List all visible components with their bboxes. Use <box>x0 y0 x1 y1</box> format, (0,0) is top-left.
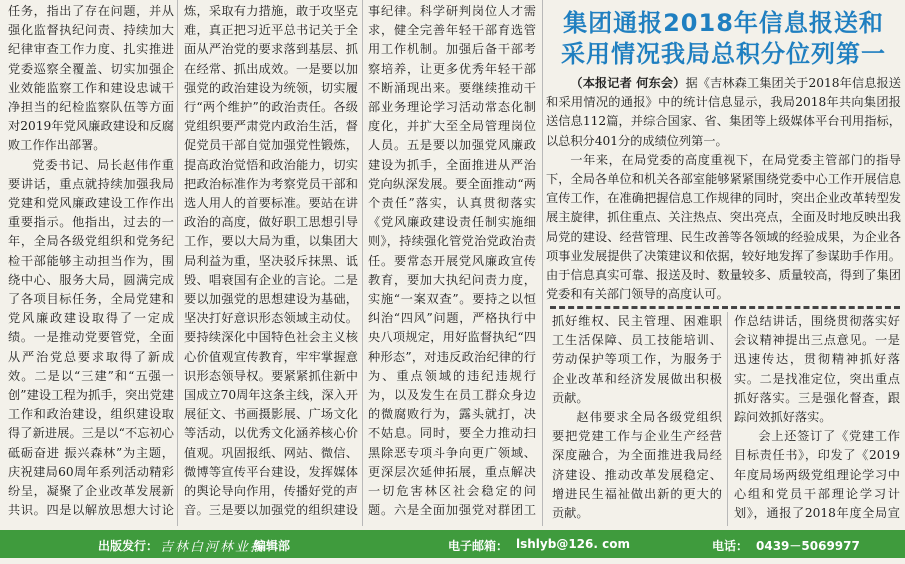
column-divider <box>362 0 363 526</box>
body-column-3 <box>368 2 536 520</box>
column-divider <box>177 0 178 526</box>
news-article <box>546 0 901 302</box>
phone-label: 电话： <box>712 539 749 553</box>
column-divider <box>542 0 543 526</box>
article-paragraph: 一年来，在局党委的高度重视下，在局党委主管部门的指导下，全局各单位和机关各部室能够紧紧围绕党委中心工作开展信息宣传工作，在准确把握信息工作规律的同时，突出企业改革转型发展主旋律，抓住重点、关注热点、突出亮点，全面及时地反映出我局党的建设、经营管理、民生改善等各领域的经验成果，为企业各项事业发展提供了决策建议和依据，较好地发挥了参谋助手作用。由于信息真实可靠、报送及时、数量较多、质量较高，得到了集团党委和有关部门领导的高度认可。 <box>546 152 901 302</box>
editorial-label: 编辑部 <box>254 539 291 553</box>
phone-value: 0439－5069977 <box>756 539 860 553</box>
paragraph: 党委书记、局长赵伟作重要讲话，重点就持续加强我局党建和党风廉政建设工作作出重要指示。他指出，过去的一年，全局各级党组织和党务纪检干部能够主动担当作为，围绕中心、服务大局，圆满完成了各项目标任务，全局党建和党风廉政建设取得了一定成绩。一是推动党要管党，全面从严治党总要求取得了新成效。二是以“三建”和“五强一创”建设工程为抓手，突出党建工作和政治建设，组织建设取得了新进展。三是以“不忘初心 砥砺奋进 振兴森林”为主题，庆祝建局60周年系列活动精彩纷呈，凝聚了企业改革发展新共识。四是以解放思想大讨论 <box>8 157 174 518</box>
paragraph: 事纪律。科学研判岗位人才需求，健全完善年轻干部育选管用工作机制。加强后备干部考察培养，让更多优秀年轻干部不断涌现出来。要继续推动干部业务理论学习活动常态化制度化，并扩大至全局管理岗位人员。五是要以加强党风廉政建设为抓手，全面推进从严治党向纵深发展。要全面推动“两个责任”落实，认真贯彻落实《党风廉政建设责任制实施细则》，持续强化管党治党政治责任。要常态开展党风廉政宣传教育，要加大执纪问责力度，实施“一案双查”。要持之以恒纠治“四风”问题，严格执行中央八项规定，用好监督执纪“四种形态”，对违反政治纪律的行为、重点领域的违纪违规行为，以及发生在员工群众身边的微腐败行为，露头就打，决不姑息。同时，要全力推动扫黑除恶专项斗争向更广领域、更深层次延伸拓展，重点解决一切危害林区社会稳定的问题。六是全面加强党对群团工 <box>368 4 536 518</box>
headline-line-1: 集团通报2018年信息报送和 <box>563 9 884 37</box>
section-divider <box>550 306 900 309</box>
email-label: 电子邮箱： <box>448 539 509 553</box>
body-column-1 <box>8 2 174 520</box>
article-lead <box>546 74 901 151</box>
article-headline <box>546 8 901 70</box>
body-column-2 <box>184 2 358 520</box>
body-column-4 <box>552 312 722 522</box>
lead-text: 据《吉林森工集团关于2018年信息报送和采用情况的通报》中的统计信息显示，我局2018年共向集团报送信息112篇，并综合国家、省、集团等上级媒体平台刊用指标，以总积分401分的成绩位列第一。 <box>546 76 901 148</box>
footer-bar <box>0 530 905 558</box>
paragraph: 抓好维权、民主管理、困难职工生活保障、员工技能培训、劳动保护等项工作，为服务于企业改革和经济发展做出积极贡献。 <box>552 314 722 405</box>
byline: （本报记者 何东会） <box>570 76 686 90</box>
paragraph: 炼，采取有力措施，敢于攻坚克难，真正把习近平总书记关于全面从严治党的要求落到基层、抓在经常、抓出成效。一是要以加强党的政治建设为统领，切实履行“两个维护”的政治责任。各级党组织要严肃党内政治生活，督促党员干部自觉加强党性锻炼，提高政治觉悟和政治能力，切实把政治标准作为考察党员干部和选人用人的首要标准。要站在讲政治的高度，做好职工思想引导工作，要以大局为重，以集团大局利益为重，坚决驳斥抹黑、诋毁、唱衰国有企业的言论。二是要以加强党的思想建设为基础，坚决打好意识形态领域主动仗。要持续深化中国特色社会主义核心价值观宣传教育，牢牢掌握意识形态领导权。要紧紧抓住新中国成立70周年这条主线，深入开展征文、书画摄影展、广场文化等活动，以优秀文化涵养核心价值观。巩固报纸、网站、微信、微博等宣传平台建设，发挥媒体的舆论导向作用，传播好党的声音。三是要以加强党的组织建设 <box>184 4 358 518</box>
article-body <box>546 74 901 304</box>
paragraph: 任务，指出了存在问题，并从强化监督执纪问责、持续加大纪律审查工作力度、扎实推进党委巡察全覆盖、切实加强企业效能监察工作和建设忠诚干净担当的纪检监察队伍等方面对2019年党风廉政建设和反腐败工作作出部署。 <box>8 4 174 153</box>
column-divider <box>727 312 728 526</box>
publisher-logo: 吉林白河林业报 <box>160 540 266 555</box>
publisher-label: 出版发行： <box>98 539 159 553</box>
body-column-5 <box>734 312 900 522</box>
paragraph: 赵伟要求全局各级党组织要把党建工作与企业生产经营深度融合，为全面推进我局经济建设、推动改革发展稳定、增进民生福祉做出新的更大的贡献。 <box>552 410 722 521</box>
headline-line-2: 采用情况我局总积分位列第一 <box>561 40 886 68</box>
paragraph: 会上还签订了《党建工作目标责任书》，印发了《2019年度局场两级党组理论学习中心组和党员干部理论学习计划》，通报了2018年度全局宣 <box>734 429 900 521</box>
paragraph: 作总结讲话，围绕贯彻落实好会议精神提出三点意见。一是迅速传达，贯彻精神抓好落实。二是找准定位，突出重点抓好落实。三是强化督查，跟踪问效抓好落实。 <box>734 314 900 425</box>
email-value[interactable]: lshlyb@126. com <box>516 537 630 551</box>
